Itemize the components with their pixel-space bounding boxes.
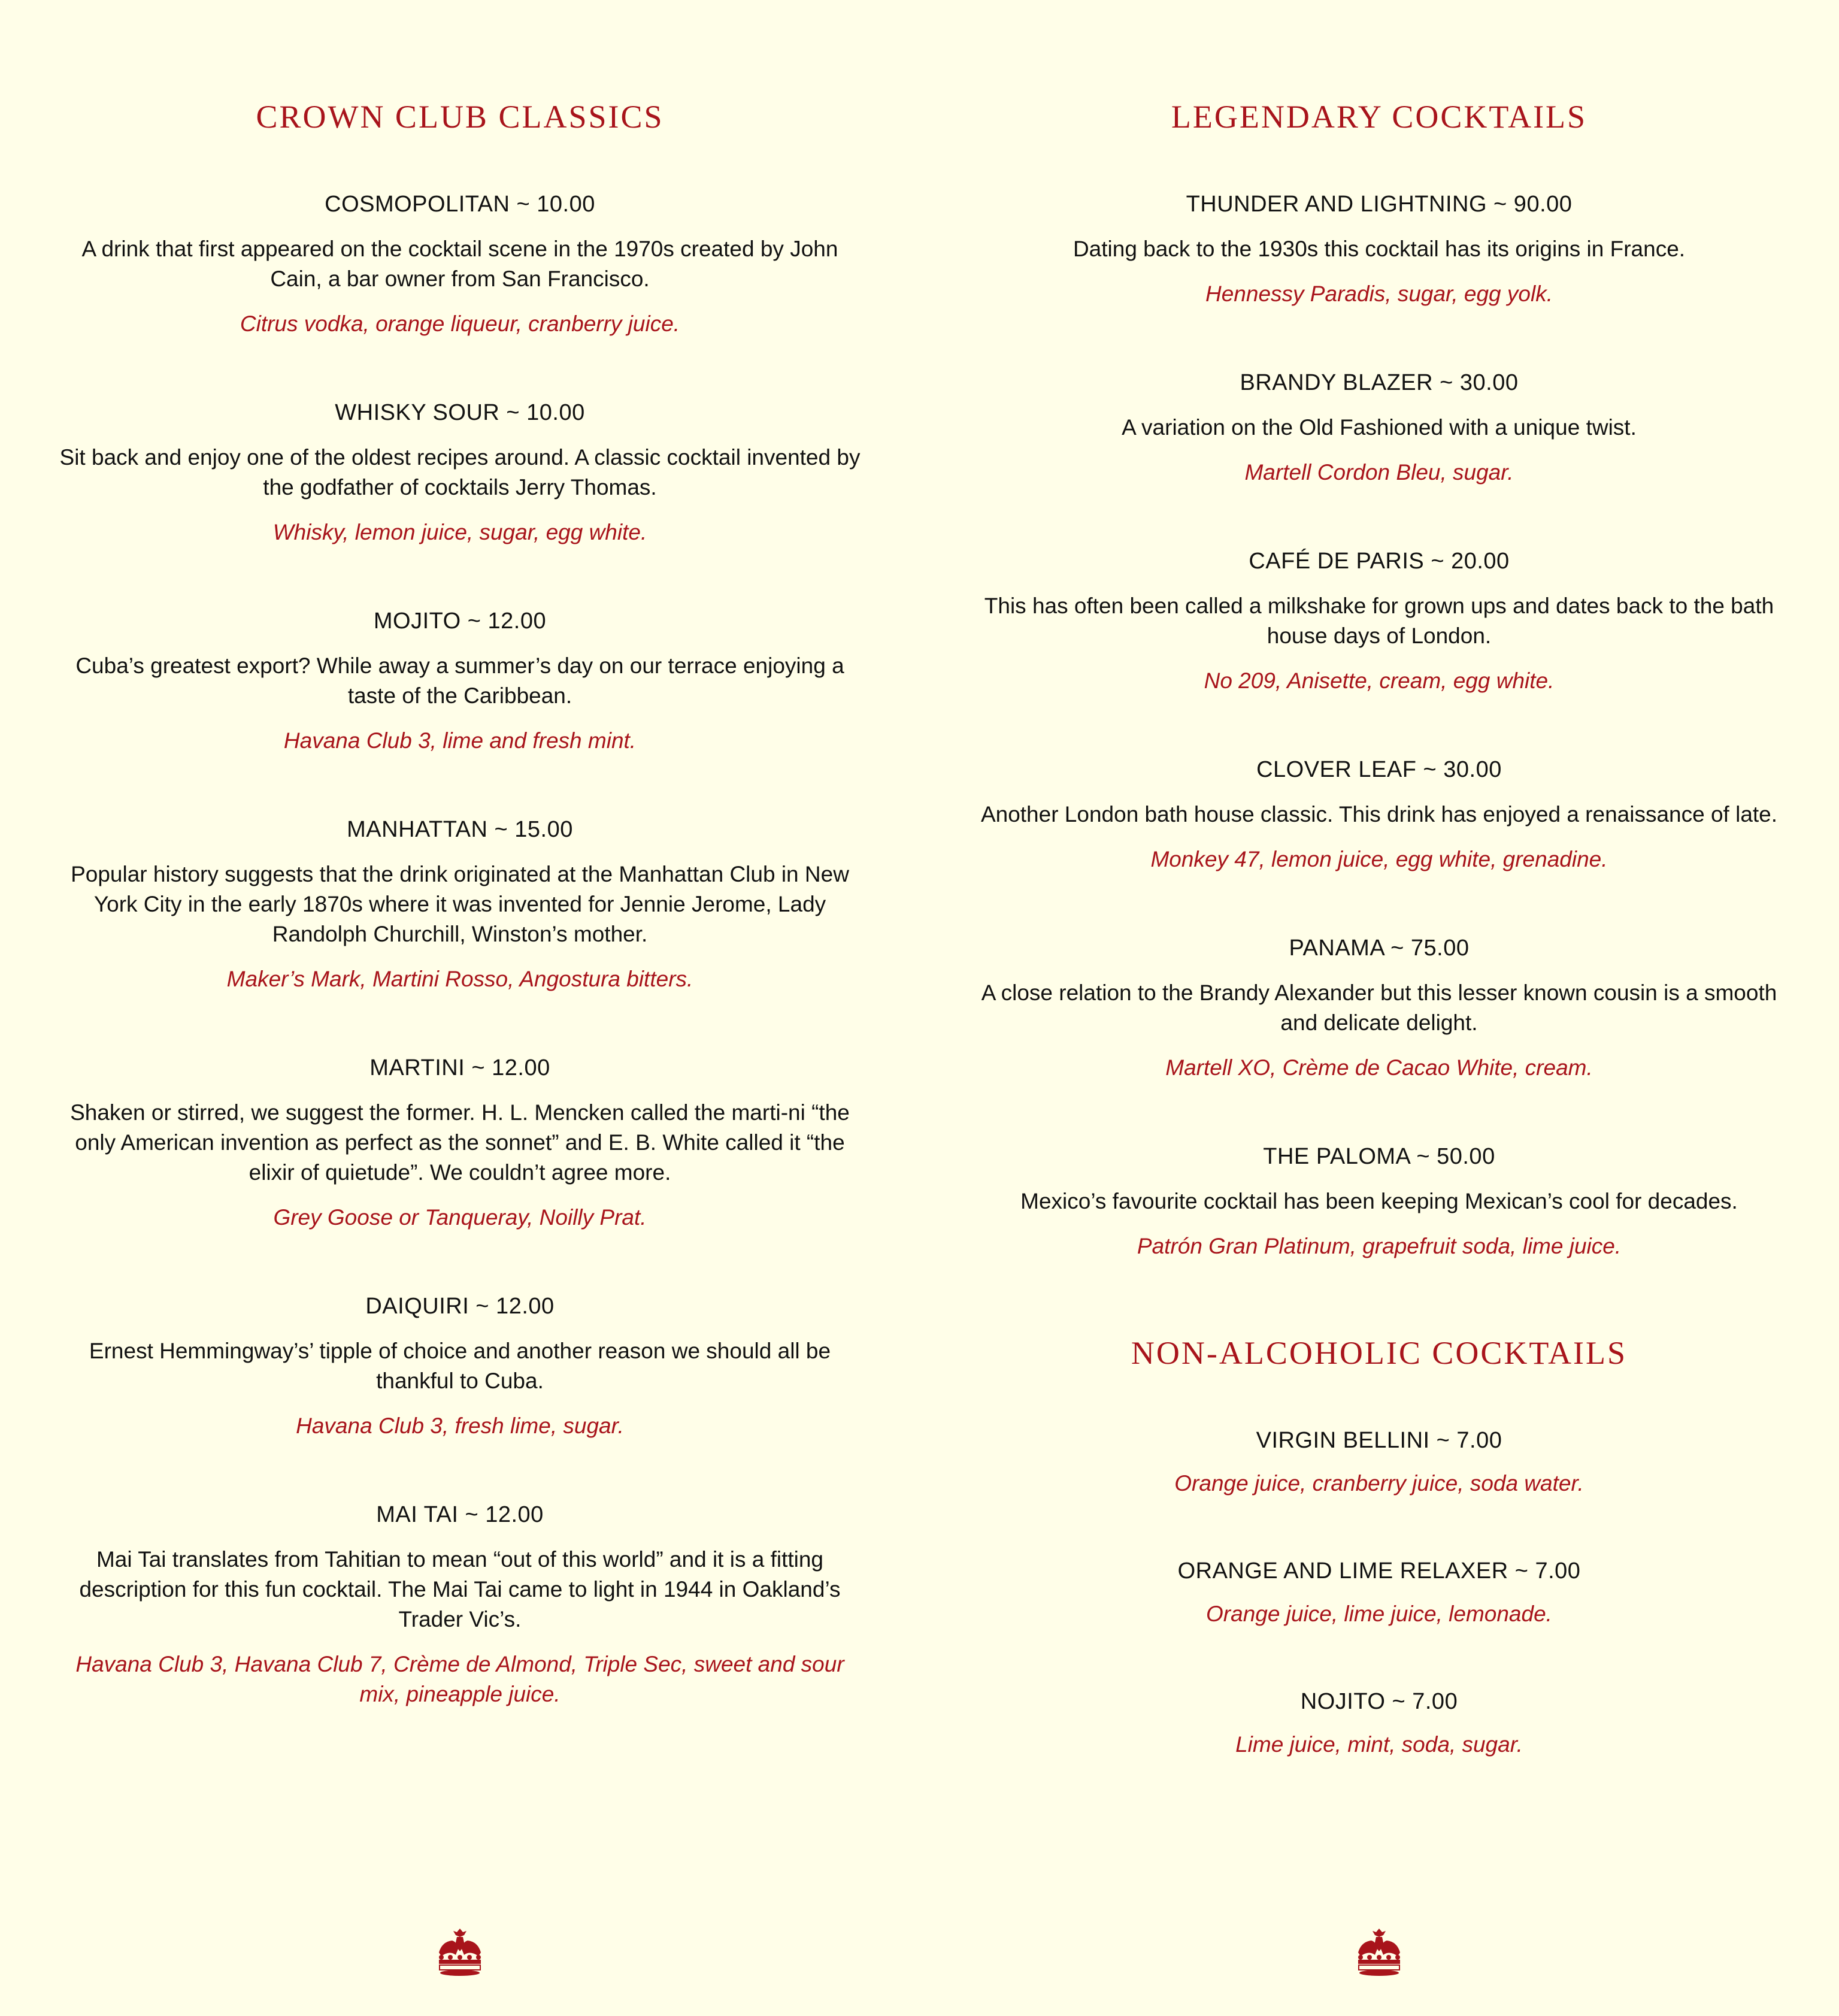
item-description: Dating back to the 1930s this cocktail has its origins in France. [1073,237,1686,261]
item-title: THE PALOMA ~ 50.00 [1263,1144,1495,1169]
item-title: THUNDER AND LIGHTNING ~ 90.00 [1186,192,1573,217]
item-description: Ernest Hemmingway’s’ tipple of choice and another reason we should all be thankful to Cuba. [89,1339,831,1393]
item-description: Another London bath house classic. This drink has enjoyed a renaissance of late. [980,802,1778,827]
item-title: CLOVER LEAF ~ 30.00 [1256,757,1502,782]
section-heading-non-alcoholic: NON-ALCOHOLIC COCKTAILS [1131,1335,1628,1371]
item-ingredients: Martell Cordon Bleu, sugar. [1244,460,1514,485]
item-description: Popular history suggests that the drink originated at the Manhattan Club in New York City in the early 1870s where it was invented for Jennie Jerome, Lady Randolph Churchill, Winston’s mother. [71,862,849,946]
menu-item [53,1500,867,1709]
menu-item [972,368,1786,488]
menu-item [972,755,1786,874]
item-description: Mexico’s favourite cocktail has been keeping Mexican’s cool for decades. [1020,1189,1738,1213]
menu-item [53,189,867,339]
item-description: A drink that first appeared on the cocktail scene in the 1970s created by John Cain, a bar owner from San Francisco. [81,237,838,291]
item-description: Shaken or stirred, we suggest the former. H. L. Mencken called the marti-ni “the only American invention as perfect as the sonnet” and E. B. White called it “the elixir of quietude”. We couldn’t agree more. [70,1100,850,1185]
item-ingredients: Patrón Gran Platinum, grapefruit soda, lime juice. [1137,1234,1622,1258]
menu-item [53,815,867,994]
menu-item [53,1053,867,1233]
item-ingredients: Orange juice, lime juice, lemonade. [1206,1602,1552,1626]
menu-item [972,1425,1786,1499]
item-title: ORANGE AND LIME RELAXER ~ 7.00 [1177,1558,1581,1584]
item-description: A close relation to the Brandy Alexander but this lesser known cousin is a smooth and delicate delight. [981,980,1777,1035]
crown-icon [433,1924,487,1978]
item-ingredients: Hennessy Paradis, sugar, egg yolk. [1205,281,1553,306]
item-title: BRANDY BLAZER ~ 30.00 [1240,370,1519,395]
item-title: DAIQUIRI ~ 12.00 [365,1294,555,1319]
section-heading: LEGENDARY COCKTAILS [1171,99,1587,135]
item-title: MAI TAI ~ 12.00 [376,1502,544,1527]
menu-item [53,1291,867,1441]
item-description: This has often been called a milkshake for grown ups and dates back to the bath house days of London. [984,594,1774,648]
item-title: MOJITO ~ 12.00 [373,609,547,634]
crown-icon [1352,1924,1406,1978]
item-ingredients: Havana Club 3, Havana Club 7, Crème de Almond, Triple Sec, sweet and sour mix, pineapple juice. [75,1652,844,1706]
item-description: Sit back and enjoy one of the oldest recipes around. A classic cocktail invented by the godfather of cocktails Jerry Thomas. [59,445,861,500]
item-title: VIRGIN BELLINI ~ 7.00 [1256,1428,1502,1453]
item-ingredients: Whisky, lemon juice, sugar, egg white. [272,520,647,544]
item-description: Cuba’s greatest export? While away a summer’s day on our terrace enjoying a taste of the Caribbean. [75,653,844,708]
menu-item [53,398,867,547]
item-title: MANHATTAN ~ 15.00 [347,817,573,842]
section-heading: CROWN CLUB CLASSICS [256,99,664,135]
item-ingredients: Havana Club 3, lime and fresh mint. [283,728,637,753]
menu-item [972,189,1786,309]
item-title: COSMOPOLITAN ~ 10.00 [325,192,595,217]
item-ingredients: Grey Goose or Tanqueray, Noilly Prat. [273,1205,647,1230]
item-ingredients: Lime juice, mint, soda, sugar. [1235,1732,1523,1757]
item-ingredients: Martell XO, Crème de Cacao White, cream. [1165,1055,1593,1080]
item-title: WHISKY SOUR ~ 10.00 [335,400,585,425]
item-ingredients: Maker’s Mark, Martini Rosso, Angostura bitters. [226,967,693,991]
item-ingredients: No 209, Anisette, cream, egg white. [1204,668,1555,693]
item-ingredients: Monkey 47, lemon juice, egg white, grenadine. [1150,847,1608,871]
menu-item [972,1142,1786,1261]
left-column [53,96,867,1768]
menu-item [53,606,867,756]
item-title: NOJITO ~ 7.00 [1300,1689,1458,1714]
item-title: PANAMA ~ 75.00 [1289,936,1470,961]
right-column [972,96,1786,1817]
menu-item [972,1556,1786,1629]
item-title: MARTINI ~ 12.00 [369,1055,550,1080]
item-description: A variation on the Old Fashioned with a unique twist. [1122,415,1637,440]
item-ingredients: Citrus vodka, orange liqueur, cranberry juice. [240,311,680,336]
menu-item [972,933,1786,1083]
item-ingredients: Orange juice, cranberry juice, soda water. [1174,1471,1584,1496]
item-ingredients: Havana Club 3, fresh lime, sugar. [296,1413,624,1438]
menu-item [972,546,1786,696]
item-title: CAFÉ DE PARIS ~ 20.00 [1249,549,1510,574]
item-description: Mai Tai translates from Tahitian to mean “out of this world” and it is a fitting description for this fun cocktail. The Mai Tai came to light in 1944 in Oakland’s Trader Vic’s. [79,1547,841,1631]
menu-item [972,1687,1786,1760]
